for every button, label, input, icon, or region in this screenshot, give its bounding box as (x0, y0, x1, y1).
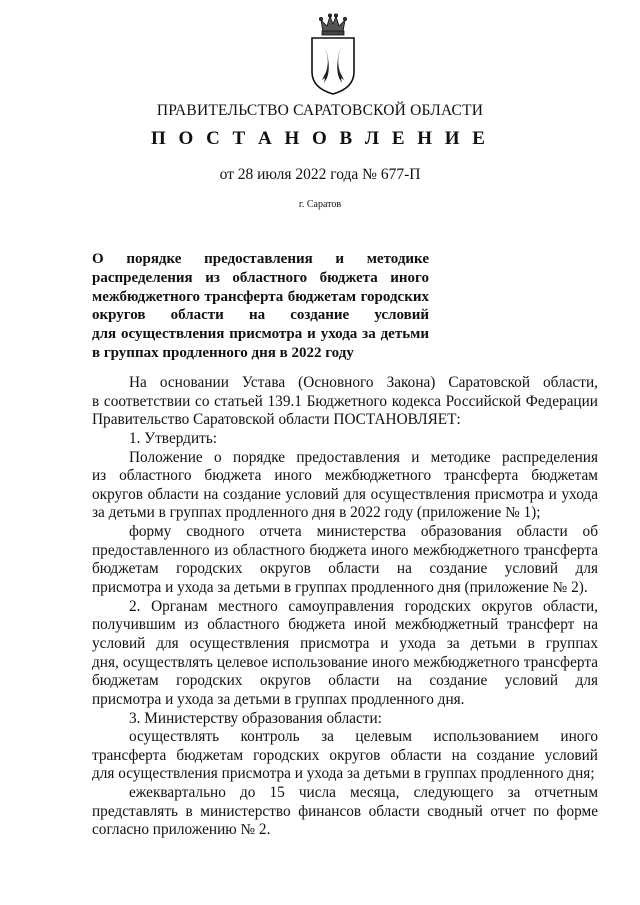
body-line: ежеквартально до 15 числа месяца, следующего за отчетным (129, 784, 598, 802)
body-line: дня, осуществлять целевое использование иного межбюджетного трансферта (92, 653, 598, 671)
heading-line: О порядке предоставления и методике (92, 251, 429, 267)
heading-line: межбюджетного трансферта бюджетам городских (92, 288, 429, 305)
body-line: представлять в министерство финансов области сводный отчет по форме (92, 802, 598, 820)
body-line: присмотра и ухода за детьми в группах продленного дня. (92, 690, 465, 708)
body-line: условий для осуществления присмотра и ухода за детьми в группах (92, 634, 598, 652)
body-line: Правительство Саратовской области ПОСТАНОВЛЯЕТ: (92, 411, 461, 429)
body-line: 1. Утвердить: (129, 429, 218, 447)
document-type-title: П О С Т А Н О В Л Е Н И Е (151, 128, 489, 149)
body-line: На основании Устава (Основного Закона) Саратовской области, (129, 374, 598, 391)
government-name: ПРАВИТЕЛЬСТВО САРАТОВСКОЙ ОБЛАСТИ (156, 102, 484, 119)
coat-of-arms-emblem (297, 12, 369, 96)
body-line: бюджетам городских округов области на создание условий для (92, 672, 598, 690)
body-line: форму сводного отчета министерства образования области об (129, 523, 598, 541)
body-line: 3. Министерству образования области: (129, 709, 382, 727)
heading-line: округов области на создание условий (92, 307, 429, 324)
body-line: присмотра и ухода за детьми в группах продленного дня (приложение № 2). (92, 579, 588, 597)
body-line: за детьми в группах продленного дня в 2022 году (приложение № 1); (92, 504, 541, 522)
body-line: осуществлять контроль за целевым использованием иного (129, 728, 598, 746)
body-line: получившим из областного бюджета иной межбюджетный трансферт на (92, 616, 598, 634)
body-line: округов области на создание условий для осуществления присмотра и ухода (92, 485, 598, 503)
heading-line: распределения из областного бюджета иного (92, 269, 429, 286)
body-line: Положение о порядке предоставления и методике распределения (129, 448, 598, 466)
city-label: г. Саратов (298, 199, 342, 210)
resolution-body (92, 374, 598, 840)
body-line: для осуществления присмотра и ухода за детьми в группах продленного дня; (92, 765, 595, 783)
body-line: бюджетам городских округов области на создание условий для (92, 560, 598, 578)
heading-line: для осуществления присмотра и ухода за детьми (92, 326, 429, 343)
body-line: 2. Органам местного самоуправления городских округов области, (129, 597, 598, 615)
body-line: из областного бюджета иного межбюджетного трансферта бюджетам (92, 467, 598, 485)
body-line: в соответствии со статьей 139.1 Бюджетного кодекса Российской Федерации (92, 392, 598, 410)
body-line: трансферта бюджетам городских округов области на создание условий (92, 746, 598, 764)
date-and-number: от 28 июля 2022 года № 677-П (219, 166, 421, 183)
body-line: предоставленного из областного бюджета иного межбюджетного трансферта (92, 541, 598, 559)
body-line: согласно приложению № 2. (92, 821, 271, 839)
heading-line: в группах продленного дня в 2022 году (92, 344, 354, 361)
resolution-heading (92, 250, 429, 363)
